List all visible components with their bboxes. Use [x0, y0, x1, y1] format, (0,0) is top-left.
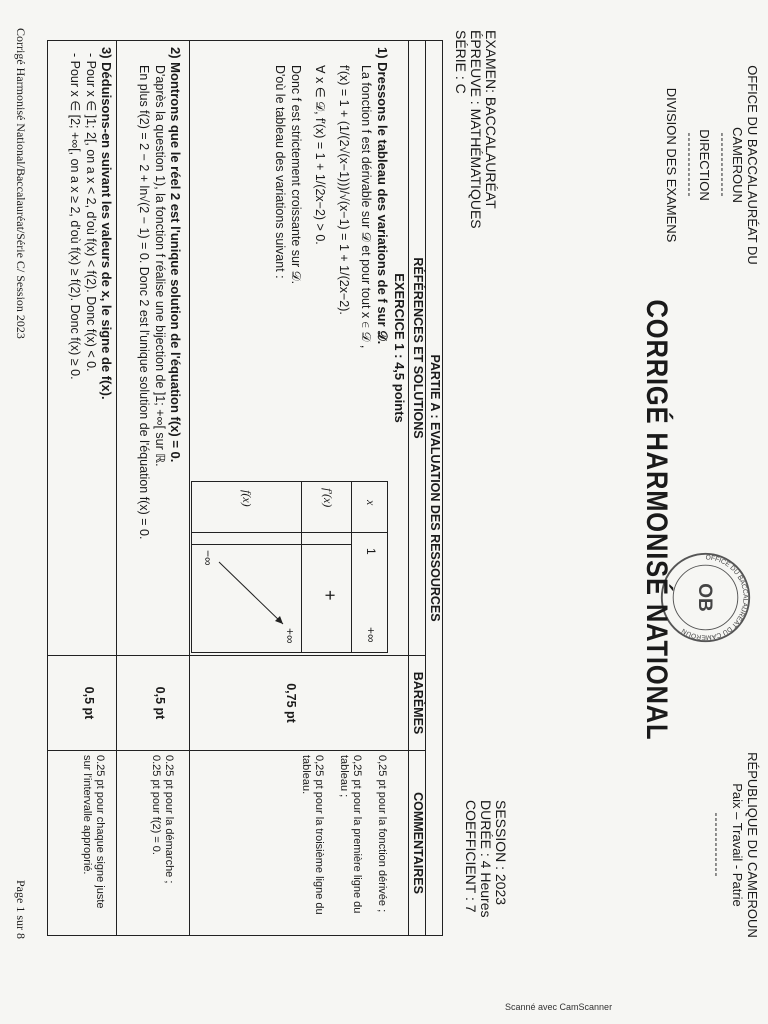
exam-info-left — [453, 30, 498, 229]
question-row-3 — [48, 41, 117, 936]
part-title: PARTIE A : EVALUATION DES RESSOURCES — [426, 41, 443, 936]
q3-comment-2: sur l'intervalle approprié. — [81, 755, 93, 875]
var-f-label: f(x) — [240, 490, 254, 507]
var-f-end: +∞ — [283, 628, 297, 644]
column-header-row — [409, 41, 426, 936]
comment-cell-1 — [190, 751, 409, 936]
q2-line-2: En plus f(2) = 2 − 2 + ln√(2 − 1) = 0. Donc 2 est l'unique solution de l'équation f(x) = 0. — [137, 65, 151, 540]
q1-comment-2: 0,25 pt pour la première ligne du tableau ; — [338, 755, 363, 914]
exam-info-right — [463, 800, 508, 917]
score-cell-1: 0,75 pt — [190, 656, 409, 751]
q2-line-1: D'après la question 1), la fonction f réalise une bijection de ]1; +∞[ sur ℝ. — [153, 65, 167, 467]
q1-line-1: La fonction f est dérivable sur 𝒟 et pour tout x ∈ 𝒟 , — [359, 65, 373, 349]
score-cell-3: 0,5 pt — [48, 656, 117, 751]
var-f-start: −∞ — [201, 550, 215, 566]
scanner-watermark: Scanné avec CamScanner — [505, 1002, 613, 1012]
var-sign-plus: + — [320, 590, 340, 601]
q3-line-2: - Pour x ∈ [2; +∞[, on a x ≥ 2, d'où f(x) ≥ f(2). Donc f(x) ≥ 0. — [68, 53, 82, 380]
q1-line-2: f′(x) = 1 + (1/(2√(x−1)))/√(x−1) = 1 + 1/(2x−2). — [337, 65, 351, 315]
question-2-title: 2) Montrons que le réel 2 est l'unique solution de l'équation f(x) = 0. — [168, 47, 183, 463]
variation-table — [191, 481, 388, 653]
q1-comment-1: 0,25 pt pour la fonction dérivée ; — [376, 755, 388, 913]
col-header-baremes: BARÈMES — [409, 656, 426, 751]
direction-label: DIRECTION — [697, 129, 712, 201]
motto: Paix – Travail - Patrie — [730, 783, 745, 907]
var-x-end: +∞ — [364, 627, 378, 643]
q1-line-5: D'où le tableau des variations suivant : — [273, 65, 287, 279]
q1-line-3: ∀ x ∈ 𝒟, f′(x) = 1 + 1/(2x−2) > 0. — [313, 65, 327, 245]
question-1-title: 1) Dressons le tableau des variations de f sur 𝒟. — [375, 47, 390, 345]
exam-session: SESSION : 2023 — [493, 800, 509, 906]
exam-duration: DURÉE : 4 Heures — [478, 800, 494, 918]
solution-cell-3 — [48, 41, 117, 656]
page-title: CORRIGÉ HARMONISÉ NATIONAL — [640, 299, 673, 741]
q1-comment-3: 0,25 pt pour la troisième ligne du tableau. — [300, 755, 325, 915]
exercise-title: EXERCICE 1 : 4,5 points — [392, 273, 407, 423]
header-left — [664, 40, 760, 290]
question-row-2 — [117, 41, 190, 936]
exam-subject: ÉPREUVE : MATHÉMATIQUES — [468, 30, 484, 229]
exam-series: SÉRIE : C — [453, 30, 469, 94]
col-header-comments: COMMENTAIRES — [409, 751, 426, 936]
q2-comment-2: 0.25 pt pour f(2) = 0. — [150, 755, 162, 855]
increasing-arrow-icon — [192, 482, 387, 652]
header-right — [710, 720, 760, 970]
divider: ------------- — [716, 132, 730, 198]
exam-type: EXAMEN: BACCALAURÉAT — [483, 30, 499, 209]
divider: ------------- — [710, 812, 724, 878]
exam-coefficient: COEFFICIENT : 7 — [463, 800, 479, 913]
q3-comment-1: 0.25 pt pour chaque signe juste — [94, 755, 106, 909]
page-number: Page 1 sur 8 — [14, 880, 28, 939]
col-header-references: RÉFÉRENCES ET SOLUTIONS — [409, 41, 426, 656]
correction-table — [47, 40, 443, 936]
var-x-start: 1 — [364, 548, 378, 555]
comment-cell-2 — [117, 751, 190, 936]
seal-center: OB — [693, 583, 715, 612]
question-3-title: 3) Déduisons-en suivant les valeurs de x, le signe de f(x). — [99, 47, 114, 400]
score-cell-2: 0,5 pt — [117, 656, 190, 751]
seal-text: OFFICE DU BACCALAURÉAT DU CAMEROUN — [680, 554, 749, 641]
q1-line-4: Donc f est strictement croissante sur 𝒟. — [289, 65, 303, 285]
comment-cell-3 — [48, 751, 117, 936]
solution-cell-1 — [190, 41, 409, 656]
question-row-1 — [190, 41, 409, 936]
q2-comment-1: 0.25 pt pour la démarche ; — [163, 755, 175, 884]
divider: ------------- — [683, 132, 697, 198]
var-x-label: x — [364, 500, 378, 506]
var-fprime-label: f′(x) — [321, 488, 335, 508]
solution-cell-2 — [117, 41, 190, 656]
footer-left: Corrigé Harmonisé National/Baccalauréat/Série C/ Session 2023 — [14, 28, 28, 339]
division-label: DIVISION DES EXAMENS — [664, 87, 679, 243]
q3-line-1: - Pour x ∈ ]1; 2[, on a x < 2, d'où f(x) < f(2). Donc f(x) < 0. — [84, 53, 98, 372]
office-name: OFFICE DU BACCALAURÉAT DU CAMEROUN — [730, 65, 760, 265]
country-name: RÉPUBLIQUE DU CAMEROUN — [745, 752, 760, 938]
part-title-row — [426, 41, 443, 936]
